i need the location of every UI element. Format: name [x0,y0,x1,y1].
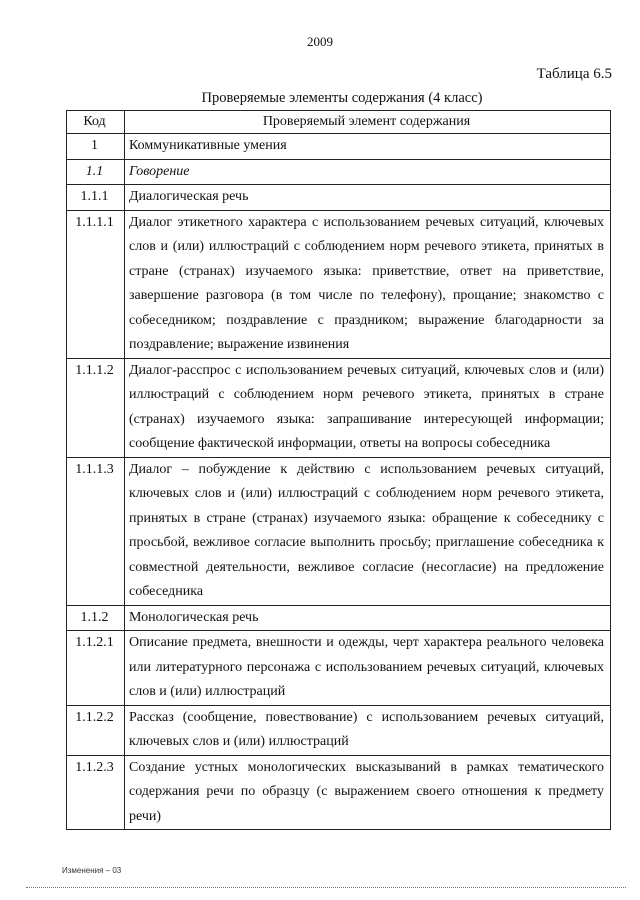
row-content-element: Коммуникативные умения [125,134,611,160]
row-content-element: Говорение [125,159,611,185]
table-body [67,134,611,830]
table-row [67,605,611,631]
column-header-code: Код [67,111,125,134]
page-number: 2009 [307,34,333,49]
table-title: Проверяемые элементы содержания (4 класс) [201,90,483,106]
table-label: Таблица 6.5 [536,66,612,82]
row-content-element: Диалогическая речь [125,185,611,211]
table-header-row [67,111,611,134]
row-content-element: Создание устных монологических высказываний в рамках тематического содержания речи по образцу (с выражением своего отношения к предмету речи) [125,755,611,830]
row-code: 1.1.1 [67,185,125,211]
row-code: 1.1.2.3 [67,755,125,830]
row-code: 1.1.1.1 [67,210,125,358]
row-code: 1.1.2 [67,605,125,631]
row-content-element: Диалог – побуждение к действию с использованием речевых ситуаций, ключевых слов и (или) иллюстраций с соблюдением норм речевого этикета, принятых в стране (странах) изучаемого языка: обращение к собеседнику с просьбой, вежливое согласие выполнить просьбу; приглашение собеседника к совместной деятельности, вежливое согласие (несогласие) на предложение собеседника [125,457,611,605]
column-header-element: Проверяемый элемент содержания [125,111,611,134]
content-elements-table [66,110,611,830]
table-row [67,210,611,358]
table-row [67,457,611,605]
row-code: 1 [67,134,125,160]
row-content-element: Описание предмета, внешности и одежды, черт характера реального человека или литературного персонажа с использованием речевых ситуаций, ключевых слов и (или) иллюстраций [125,631,611,706]
revision-footer: Изменения – 03 [62,866,122,875]
row-code: 1.1.1.3 [67,457,125,605]
row-content-element: Диалог этикетного характера с использованием речевых ситуаций, ключевых слов и (или) иллюстраций с соблюдением норм речевого этикета, принятых в стране (странах) изучаемого языка: приветствие, ответ на приветствие, завершение разговора (в том числе по телефону), прощание; знакомство с собеседником; поздравление с праздником; выражение благодарности за поздравление; выражение извинения [125,210,611,358]
row-content-element: Рассказ (сообщение, повествование) с использованием речевых ситуаций, ключевых слов и (или) иллюстраций [125,705,611,755]
table-row [67,185,611,211]
table-row [67,631,611,706]
row-content-element: Монологическая речь [125,605,611,631]
row-content-element: Диалог-расспрос с использованием речевых ситуаций, ключевых слов и (или) иллюстраций с соблюдением норм речевого этикета, принятых в стране (странах) изучаемого языка: запрашивание интересующей информации; сообщение фактической информации, ответы на вопросы собеседника [125,358,611,457]
row-code: 1.1.2.2 [67,705,125,755]
table-row [67,159,611,185]
table-row [67,755,611,830]
row-code: 1.1 [67,159,125,185]
table-row [67,358,611,457]
table-row [67,134,611,160]
table-row [67,705,611,755]
row-code: 1.1.1.2 [67,358,125,457]
scan-artifact-line [26,887,626,889]
row-code: 1.1.2.1 [67,631,125,706]
